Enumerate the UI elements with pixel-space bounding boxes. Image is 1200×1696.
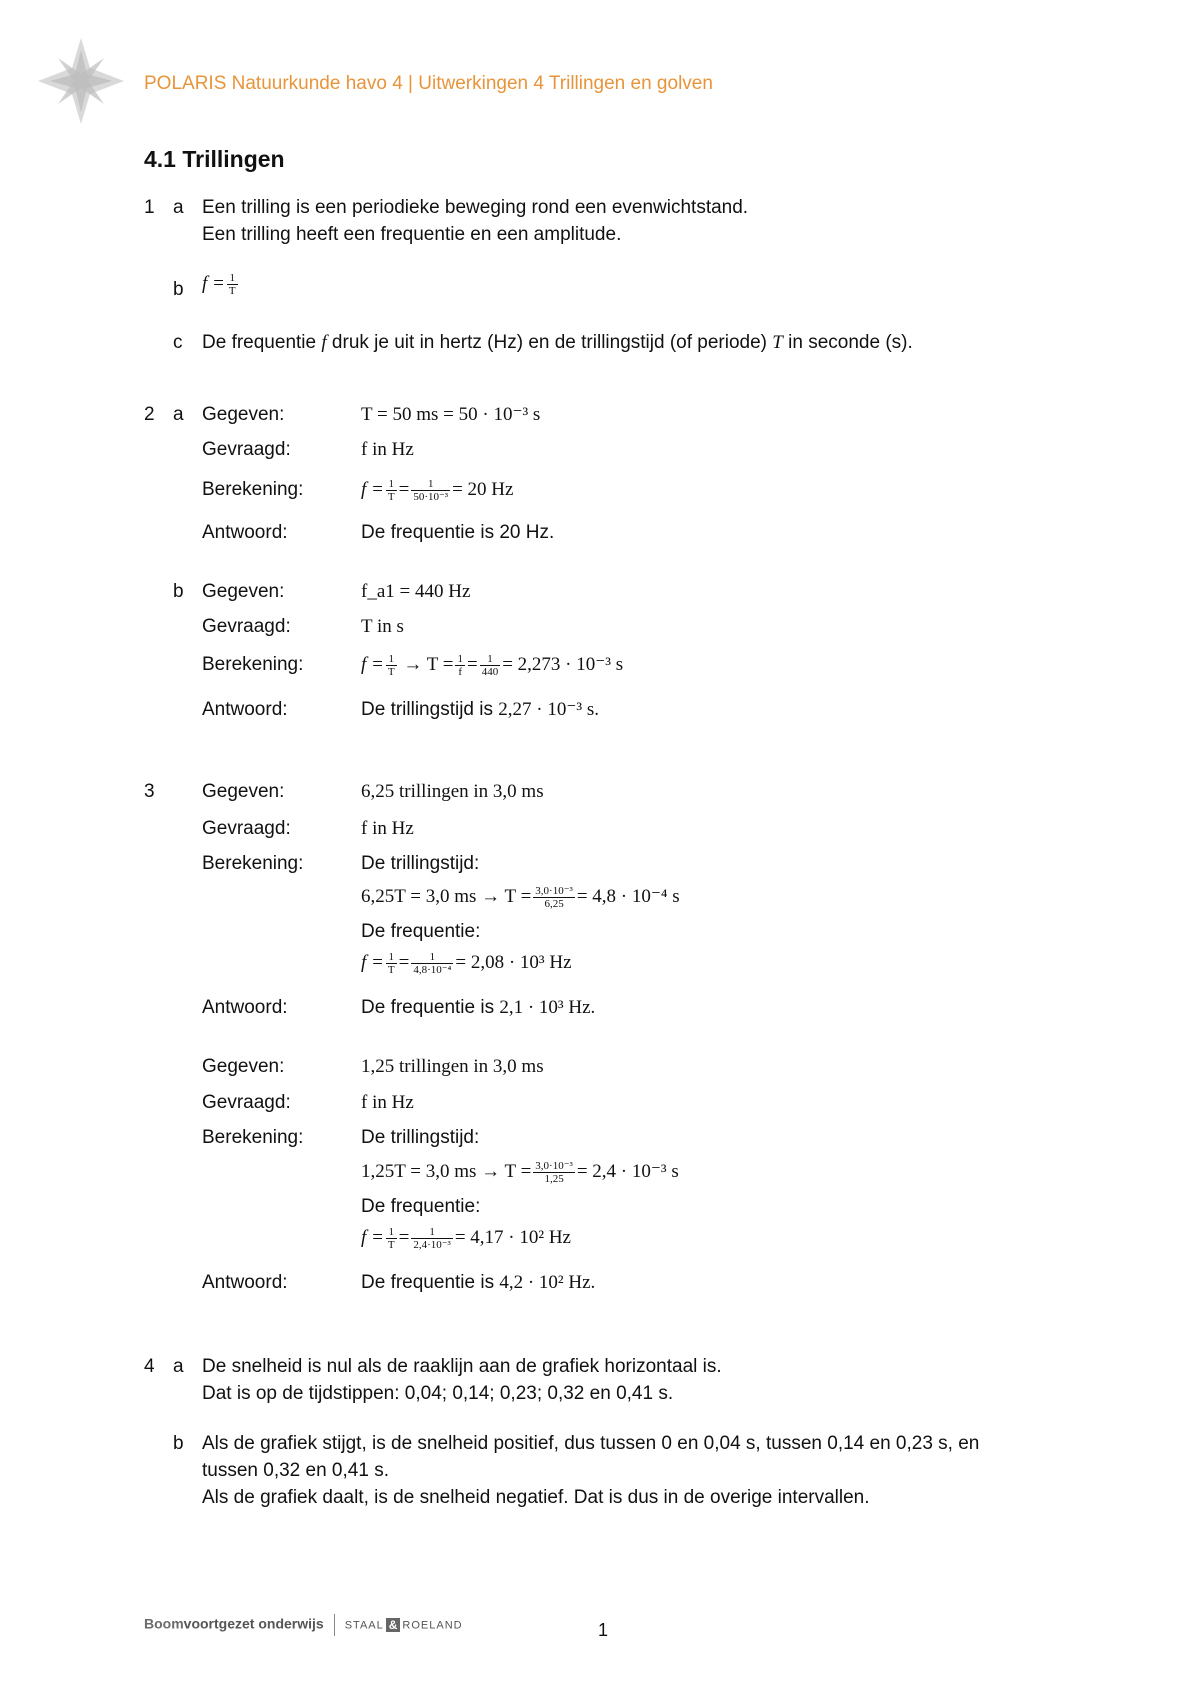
q4-b-line1: Als de grafiek stijgt, is de snelheid positief, dus tussen 0 en 0,04 s, tussen 0,14 en 0,23 s, en <box>202 1433 980 1454</box>
gevraagd-label: Gevraagd: <box>202 439 291 460</box>
q2-b-antwoord: De trillingstijd is 2,27 · 10⁻³ s. <box>361 699 599 720</box>
antwoord-label: Antwoord: <box>202 522 288 543</box>
gevraagd-label: Gevraagd: <box>202 616 291 637</box>
q3-p2-ber-line2: f = $\frac{1}{T}$ = $\frac{1}{\text{2,4·10⁻³}}$ = 4,17 · 10² Hz <box>361 1226 571 1252</box>
q3-p2-ber-line1: 1,25T = 3,0 ms → T = $\frac{\text{3,0·10⁻³}}{1,25}$ = 2,4 · 10⁻³ s <box>361 1160 679 1186</box>
gegeven-label: Gegeven: <box>202 781 285 802</box>
q4-a-letter: a <box>173 1356 184 1377</box>
section-title: 4.1 Trillingen <box>144 146 285 172</box>
q2-b-gegeven: f_a1 = 440 Hz <box>361 581 471 602</box>
gegeven-label: Gegeven: <box>202 404 285 425</box>
antwoord-label: Antwoord: <box>202 699 288 720</box>
q1-a-line1: Een trilling is een periodieke beweging rond een evenwichtstand. <box>202 197 749 218</box>
q2-b-letter: b <box>173 581 184 602</box>
question-number-4: 4 <box>144 1356 155 1377</box>
q3-p1-gegeven: 6,25 trillingen in 3,0 ms <box>361 781 544 802</box>
q3-p2-gegeven: 1,25 trillingen in 3,0 ms <box>361 1056 544 1077</box>
publisher-logo: Boomvoortgezet onderwijs STAAL & ROELAND <box>144 1614 463 1636</box>
q3-p2-ber-title: De trillingstijd: <box>361 1127 480 1148</box>
q3-p1-ber-line1: 6,25T = 3,0 ms → T = $\frac{\text{3,0·10⁻³}}{6,25}$ = 4,8 · 10⁻⁴ s <box>361 885 680 911</box>
q1-c-letter: c <box>173 332 183 353</box>
q4-b-line2: tussen 0,32 en 0,41 s. <box>202 1460 389 1481</box>
q4-a-line2: Dat is op de tijdstippen: 0,04; 0,14; 0,23; 0,32 en 0,41 s. <box>202 1383 674 1404</box>
q1-a-line2: Een trilling heeft een frequentie en een amplitude. <box>202 224 622 245</box>
q3-p1-ber-line2: f = $\frac{1}{T}$ = $\frac{1}{\text{4,8·10⁻⁴}}$ = 2,08 · 10³ Hz <box>361 951 572 977</box>
q3-p1-gevraagd: f in Hz <box>361 818 414 839</box>
q3-p2-antwoord: De frequentie is 4,2 · 10² Hz. <box>361 1272 596 1293</box>
page-header: POLARIS Natuurkunde havo 4 | Uitwerkingen 4 Trillingen en golven <box>144 73 713 94</box>
q1-c-text: De frequentie f druk je uit in hertz (Hz) en de trillingstijd (of periode) T in seconde (s). <box>202 332 913 353</box>
question-number-2: 2 <box>144 404 155 425</box>
berekening-label: Berekening: <box>202 853 304 874</box>
q1-b-formula: f = $\frac{1}{T}$ <box>202 272 236 298</box>
q4-a-line1: De snelheid is nul als de raaklijn aan de grafiek horizontaal is. <box>202 1356 722 1377</box>
gevraagd-label: Gevraagd: <box>202 1092 291 1113</box>
q4-b-letter: b <box>173 1433 184 1454</box>
q3-p2-ber-freq-title: De frequentie: <box>361 1196 481 1217</box>
q3-p1-antwoord: De frequentie is 2,1 · 10³ Hz. <box>361 997 596 1018</box>
q2-a-antwoord: De frequentie is 20 Hz. <box>361 522 555 543</box>
q1-a-letter: a <box>173 197 184 218</box>
q3-p2-gevraagd: f in Hz <box>361 1092 414 1113</box>
berekening-label: Berekening: <box>202 479 304 500</box>
question-number-3: 3 <box>144 781 155 802</box>
q2-a-letter: a <box>173 404 184 425</box>
q2-b-gevraagd: T in s <box>361 616 404 637</box>
berekening-label: Berekening: <box>202 1127 304 1148</box>
antwoord-label: Antwoord: <box>202 997 288 1018</box>
gevraagd-label: Gevraagd: <box>202 818 291 839</box>
antwoord-label: Antwoord: <box>202 1272 288 1293</box>
polaris-logo <box>38 38 124 124</box>
gegeven-label: Gegeven: <box>202 1056 285 1077</box>
page-number: 1 <box>598 1620 609 1640</box>
q3-p1-ber-freq-title: De frequentie: <box>361 921 481 942</box>
q2-b-berekening: f = $\frac{1}{T}$ → T = $\frac{1}{f}$ = $\frac{1}{440}$ = 2,273 · 10⁻³ s <box>361 653 624 679</box>
q3-p1-ber-title: De trillingstijd: <box>361 853 480 874</box>
question-number-1: 1 <box>144 197 155 218</box>
q2-a-gevraagd: f in Hz <box>361 439 414 460</box>
q4-b-line3: Als de grafiek daalt, is de snelheid negatief. Dat is dus in de overige intervallen. <box>202 1487 870 1508</box>
q2-a-berekening: f = $\frac{1}{T}$ = $\frac{1}{\text{50·10⁻³}}$ = 20 Hz <box>361 478 514 504</box>
gegeven-label: Gegeven: <box>202 581 285 602</box>
q2-a-gegeven: T = 50 ms = 50 · 10⁻³ s <box>361 404 541 425</box>
q1-b-letter: b <box>173 279 184 300</box>
berekening-label: Berekening: <box>202 654 304 675</box>
